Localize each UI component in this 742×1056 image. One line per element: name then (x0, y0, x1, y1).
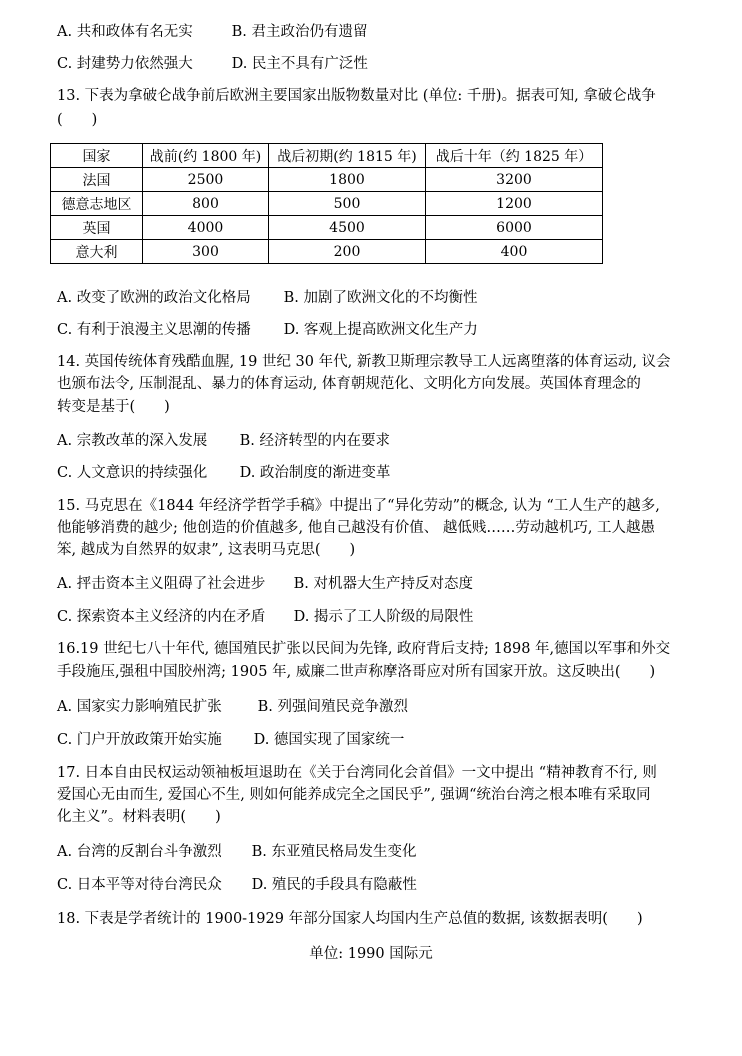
table-cell: 英国 (51, 216, 143, 240)
q16-options-row-1 (57, 697, 408, 717)
q18-stem: 18. 下表是学者统计的 1900-1929 年部分国家人均国内生产总值的数据, 该数据表明( ) (57, 911, 643, 927)
table-cell: 4500 (269, 216, 426, 240)
q13-options-row-1 (57, 288, 477, 308)
q16-option-c: C. 门户开放政策开始实施 (57, 732, 222, 748)
table-cell: 800 (143, 192, 269, 216)
q17-options-row-1 (57, 842, 416, 862)
q14-stem-line-2: 也颁布法令, 压制混乱、暴力的体育运动, 体育朝规范化、文明化方向发展。英国体育理念的 (57, 376, 641, 392)
q12-options-row-2 (57, 54, 368, 74)
table-cell: 意大利 (51, 240, 143, 264)
q17-option-a: A. 台湾的反割台斗争激烈 (57, 844, 222, 860)
table-cell: 法国 (51, 168, 143, 192)
q14-option-d: D. 政治制度的渐进变革 (239, 465, 391, 481)
q15-stem-line-2: 他能够消费的越少; 他创造的价值越多, 他自己越没有价值、 越低贱……劳动越机巧, 工人越愚 (57, 520, 656, 536)
q14-stem-line-3: 转变是基于( ) (57, 399, 170, 415)
table-header: 战后初期(约 1815 年) (269, 144, 426, 168)
q16-option-a: A. 国家实力影响殖民扩张 (57, 699, 222, 715)
table-header: 国家 (51, 144, 143, 168)
q17-options-row-2 (57, 875, 417, 895)
q16-option-b: B. 列强间殖民竞争激烈 (257, 699, 408, 715)
q15-options-row-2 (57, 607, 473, 627)
table-cell: 400 (426, 240, 603, 264)
table-cell: 500 (269, 192, 426, 216)
table-cell: 德意志地区 (51, 192, 143, 216)
q13-option-a: A. 改变了欧洲的政治文化格局 (57, 290, 251, 306)
q17-option-c: C. 日本平等对待台湾民众 (57, 877, 222, 893)
table-cell: 1800 (269, 168, 426, 192)
table-header: 战后十年（约 1825 年） (426, 144, 603, 168)
q15-stem-line-3: 笨, 越成为自然界的奴隶”, 这表明马克思( ) (57, 542, 356, 558)
q12-option-d: D. 民主不具有广泛性 (231, 56, 368, 72)
q16-options-row-2 (57, 730, 404, 750)
table-row (51, 240, 603, 264)
q14-option-c: C. 人文意识的持续强化 (57, 465, 208, 481)
q13-option-b: B. 加剧了欧洲文化的不均衡性 (283, 290, 478, 306)
table-cell: 6000 (426, 216, 603, 240)
q17-stem-line-1: 17. 日本自由民权运动领袖板垣退助在《关于台湾同化会首倡》一文中提出 “精神教育不行, 则 (57, 765, 657, 781)
q17-option-b: B. 东亚殖民格局发生变化 (251, 844, 417, 860)
q15-options-row-1 (57, 574, 473, 594)
table-cell: 2500 (143, 168, 269, 192)
table-cell: 3200 (426, 168, 603, 192)
q12-option-b: B. 君主政治仍有遗留 (231, 24, 368, 40)
q12-option-a: A. 共和政体有名无实 (57, 24, 193, 40)
q13-table (50, 143, 603, 264)
table-row (51, 192, 603, 216)
q15-stem-line-1: 15. 马克思在《1844 年经济学哲学手稿》中提出了“异化劳动”的概念, 认为 “工人生产的越多, (57, 498, 660, 514)
q16-option-d: D. 德国实现了国家统一 (253, 732, 405, 748)
q17-stem-line-3: 化主义”。材料表明( ) (57, 809, 221, 825)
q17-stem-line-2: 爱国心无由而生, 爱国心不生, 则如何能养成完全之国民乎”, 强调“统治台湾之根本唯有采取同 (57, 787, 651, 803)
q14-stem-line-1: 14. 英国传统体育残酷血腥, 19 世纪 30 年代, 新教卫斯理宗教导工人远离堕落的体育运动, 议会 (57, 354, 671, 370)
q13-answer-blank: ( ) (57, 112, 98, 128)
q13-stem: 13. 下表为拿破仑战争前后欧洲主要国家出版物数量对比 (单位: 千册)。据表可知, 拿破仑战争 (57, 88, 656, 104)
table-cell: 200 (269, 240, 426, 264)
q16-stem-line-1: 16.19 世纪七八十年代, 德国殖民扩张以民间为先锋, 政府背后支持; 1898 年,德国以军事和外交 (57, 641, 671, 657)
q13-options-row-2 (57, 320, 478, 340)
table-cell: 300 (143, 240, 269, 264)
q14-option-b: B. 经济转型的内在要求 (239, 433, 390, 449)
q15-option-b: B. 对机器大生产持反对态度 (293, 576, 473, 592)
q12-option-c: C. 封建势力依然强大 (57, 56, 193, 72)
q13-option-d: D. 客观上提高欧洲文化生产力 (283, 322, 478, 338)
table-header: 战前(约 1800 年) (143, 144, 269, 168)
table-cell: 1200 (426, 192, 603, 216)
q14-option-a: A. 宗教改革的深入发展 (57, 433, 208, 449)
q16-stem-line-2: 手段施压,强租中国胶州湾; 1905 年, 威廉二世声称摩洛哥应对所有国家开放。这反映出( ) (57, 664, 656, 680)
table-row (51, 216, 603, 240)
q14-options-row-1 (57, 431, 390, 451)
q15-option-c: C. 探索资本主义经济的内在矛盾 (57, 609, 266, 625)
q15-option-a: A. 抨击资本主义阻碍了社会进步 (57, 576, 266, 592)
table-cell: 4000 (143, 216, 269, 240)
table-header-row (51, 144, 603, 168)
table-row (51, 168, 603, 192)
q14-options-row-2 (57, 463, 390, 483)
q13-option-c: C. 有利于浪漫主义思潮的传播 (57, 322, 251, 338)
q12-options-row-1 (57, 22, 367, 42)
q18-unit-label: 单位: 1990 国际元 (309, 946, 433, 962)
q17-option-d: D. 殖民的手段具有隐蔽性 (251, 877, 417, 893)
q15-option-d: D. 揭示了工人阶级的局限性 (293, 609, 474, 625)
